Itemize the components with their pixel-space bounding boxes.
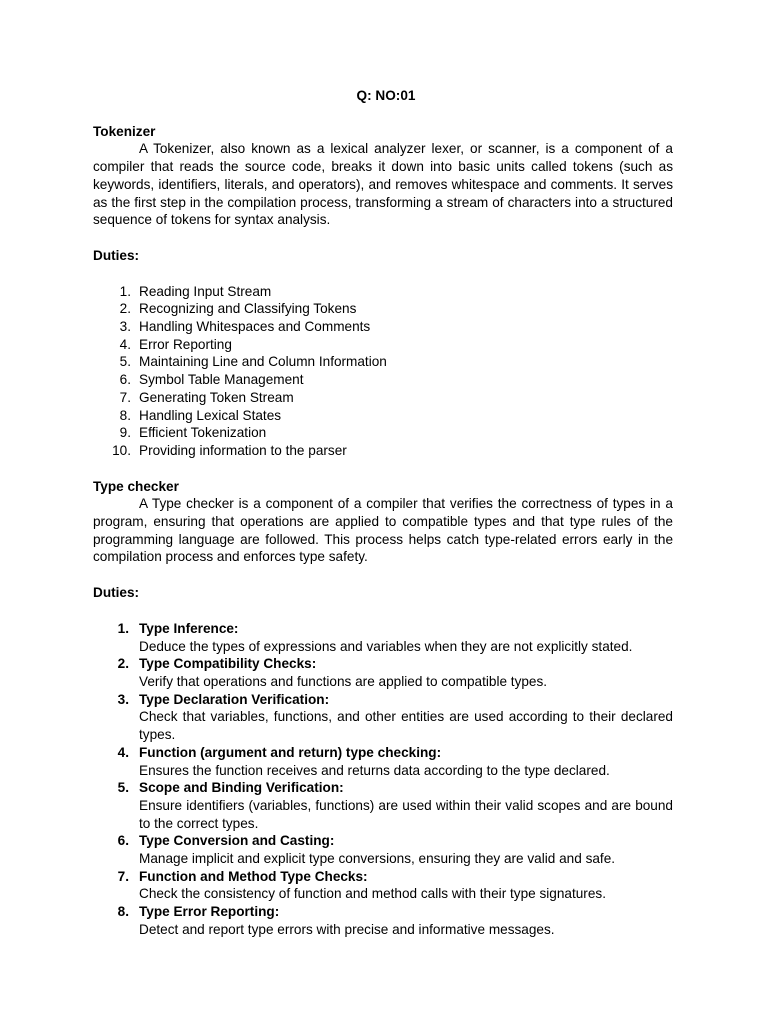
list-item-title: Type Compatibility Checks: — [139, 656, 317, 672]
list-item-number: 1. — [117, 620, 129, 636]
list-item-text: Symbol Table Management — [139, 372, 304, 388]
list-item-title: Type Declaration Verification: — [139, 691, 330, 707]
list-item — [93, 336, 673, 354]
list-item-text: Error Reporting — [139, 336, 232, 352]
list-item-title: Type Conversion and Casting: — [139, 833, 335, 849]
list-item-number: 8. — [119, 407, 131, 423]
list-item-title: Type Inference: — [139, 620, 239, 636]
list-item — [93, 442, 673, 460]
type-checker-heading: Type checker — [93, 478, 179, 494]
list-item — [93, 371, 673, 389]
list-item-description: Verify that operations and functions are applied to compatible types. — [139, 673, 548, 689]
page-title: Q: NO:01 — [356, 88, 416, 103]
list-item-text: Efficient Tokenization — [139, 425, 267, 441]
list-item — [93, 318, 673, 336]
list-item-text: Providing information to the parser — [139, 442, 347, 458]
list-item-number: 6. — [117, 833, 129, 849]
list-item-number: 1. — [119, 283, 131, 299]
list-item-description: Manage implicit and explicit type conversions, ensuring they are valid and safe. — [139, 851, 616, 867]
list-item — [93, 655, 673, 690]
type-checker-section — [93, 478, 673, 939]
list-item-description: Check the consistency of function and method calls with their type signatures. — [139, 886, 606, 902]
list-item-number: 10. — [112, 442, 131, 458]
list-item-description: Detect and report type errors with precise and informative messages. — [139, 921, 555, 937]
list-item-text: Generating Token Stream — [139, 389, 294, 405]
list-item-number: 3. — [119, 319, 131, 335]
list-item-title: Scope and Binding Verification: — [139, 780, 344, 796]
list-item — [93, 389, 673, 407]
list-item-number: 4. — [117, 744, 129, 760]
list-item-text: Maintaining Line and Column Information — [139, 354, 387, 370]
list-item-number: 4. — [119, 336, 131, 352]
list-item-number: 3. — [117, 691, 129, 707]
list-item-description: Ensures the function receives and returns data according to the type declared. — [139, 762, 610, 778]
list-item-text: Handling Lexical States — [139, 407, 282, 423]
list-item-number: 7. — [119, 389, 131, 405]
list-item-number: 9. — [119, 425, 131, 441]
tokenizer-heading: Tokenizer — [93, 123, 156, 139]
list-item-description: Deduce the types of expressions and variables when they are not explicitly stated. — [139, 638, 633, 654]
list-item-text: Reading Input Stream — [139, 283, 272, 299]
tokenizer-section — [93, 123, 673, 460]
list-item-title: Function (argument and return) type checking: — [139, 744, 442, 760]
list-item-title: Type Error Reporting: — [139, 904, 280, 920]
tokenizer-duties-heading: Duties: — [93, 247, 140, 263]
tokenizer-duties-list — [93, 283, 673, 460]
list-item-number: 7. — [117, 868, 129, 884]
list-item — [93, 832, 673, 867]
list-item — [93, 691, 673, 744]
list-item — [93, 353, 673, 371]
list-item — [93, 283, 673, 301]
list-item-number: 8. — [117, 904, 129, 920]
list-item — [93, 868, 673, 903]
list-item-description: Check that variables, functions, and other entities are used according to their declared types. — [139, 709, 673, 743]
list-item — [93, 407, 673, 425]
tokenizer-paragraph: A Tokenizer, also known as a lexical analyzer lexer, or scanner, is a component of a compiler that reads the source code, breaks it down into basic units called tokens (such as keywords, identifiers, literals, and operators), and removes whitespace and comments. It serves as the first step in the compilation process, transforming a stream of characters into a structured sequence of tokens for syntax analysis. — [93, 141, 673, 228]
document-page — [93, 87, 673, 939]
list-item — [93, 903, 673, 938]
type-checker-paragraph: A Type checker is a component of a compiler that verifies the correctness of types in a program, ensuring that operations are applied to compatible types and that type rules of the programming language are followed. This process helps catch type-related errors early in the compilation process and enforces type safety. — [93, 496, 673, 565]
list-item — [93, 620, 673, 655]
type-checker-duties-heading: Duties: — [93, 585, 140, 601]
list-item — [93, 300, 673, 318]
list-item-description: Ensure identifiers (variables, functions) are used within their valid scopes and are bound to the correct types. — [139, 797, 673, 831]
list-item-number: 5. — [119, 354, 131, 370]
list-item-number: 5. — [117, 780, 129, 796]
list-item-number: 2. — [119, 301, 131, 317]
list-item — [93, 744, 673, 779]
list-item-number: 2. — [117, 656, 129, 672]
list-item — [93, 779, 673, 832]
list-item-text: Handling Whitespaces and Comments — [139, 319, 371, 335]
list-item-title: Function and Method Type Checks: — [139, 868, 368, 884]
list-item — [93, 424, 673, 442]
type-checker-duties-list — [93, 620, 673, 939]
list-item-number: 6. — [119, 372, 131, 388]
list-item-text: Recognizing and Classifying Tokens — [139, 301, 357, 317]
